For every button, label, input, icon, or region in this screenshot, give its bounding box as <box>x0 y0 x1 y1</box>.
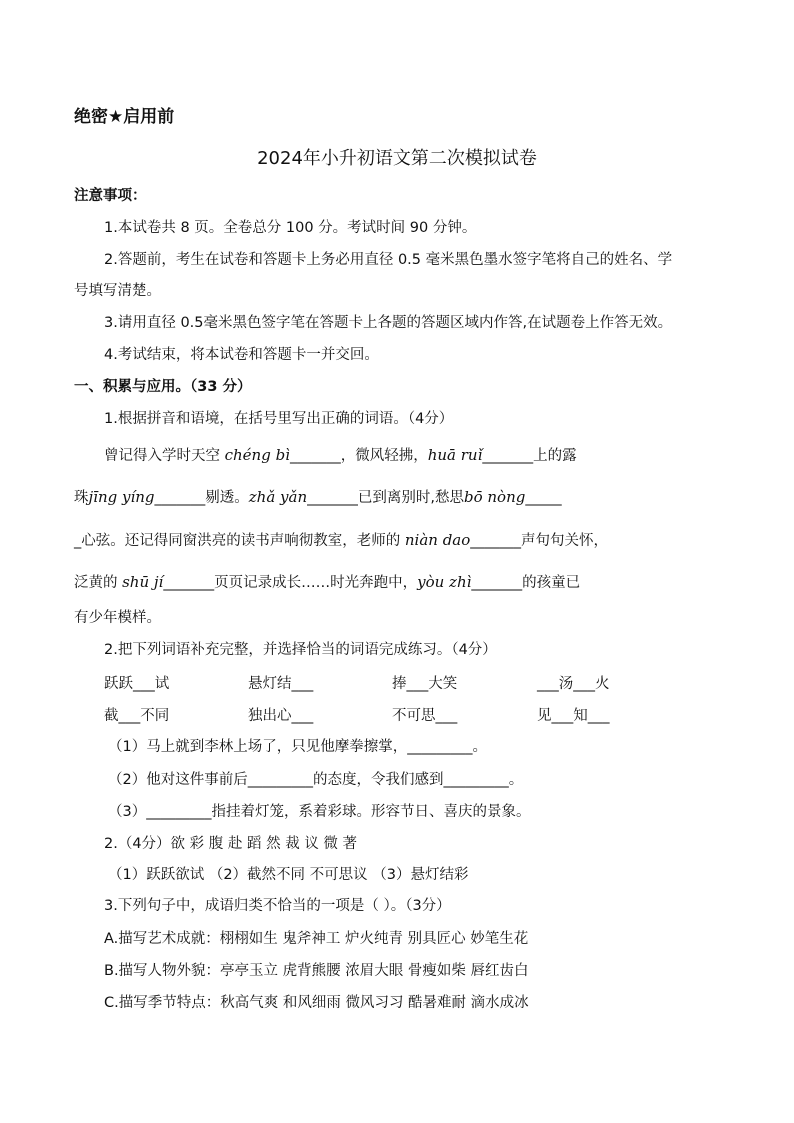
q1-line-2 <box>74 487 562 508</box>
text: _______，微风轻拂， <box>289 448 428 464</box>
q2-word: 截___不同 <box>104 708 170 724</box>
page-title: 2024年小升初语文第二次模拟试卷 <box>257 148 537 169</box>
q2-word: 独出心___ <box>248 708 314 724</box>
q2-word: 悬灯结___ <box>248 676 314 692</box>
pinyin: zhǎ yǎn <box>248 488 308 506</box>
q3-option-a: A.描写艺术成就：栩栩如生 鬼斧神工 炉火纯青 别具匠心 妙笔生花 <box>104 931 529 947</box>
pinyin: niàn dao <box>404 531 471 549</box>
answer-line-2: （1）跃跃欲试 （2）截然不同 不可思议 （3）悬灯结彩 <box>108 867 469 883</box>
q1-line-3 <box>74 530 608 551</box>
pinyin: yòu zhì <box>417 573 472 591</box>
section-heading: 一、积累与应用。（33 分） <box>74 379 252 395</box>
q3-stem: 3.下列句子中，成语归类不恰当的一项是（ ）。（3分） <box>104 898 451 914</box>
secret-label: 绝密★启用前 <box>74 107 175 127</box>
text: _______剔透。 <box>154 490 249 506</box>
text: 泛黄的 <box>74 575 123 591</box>
notes-heading: 注意事项： <box>74 188 147 204</box>
note-item-3: 3.请用直径 0.5毫米黑色签字笔在答题卡上各题的答题区域内作答,在试题卷上作答无效。 <box>104 315 673 331</box>
text: _______上的露 <box>482 448 577 464</box>
q1-line-1 <box>104 445 577 466</box>
answer-line-1: 2.（4分）欲 彩 腹 赴 蹈 然 裁 议 微 著 <box>104 836 358 852</box>
q3-option-c: C.描写季节特点：秋高气爽 和风细雨 微风习习 酷暑难耐 滴水成冰 <box>104 995 529 1011</box>
q2-sentence-2: （2）他对这件事前后_________的态度，令我们感到_________。 <box>108 772 524 788</box>
q1-line-4 <box>74 572 580 593</box>
text: _______已到离别时,愁思 <box>307 490 464 506</box>
pinyin: bō nòng <box>463 488 526 506</box>
q2-word: 见___知___ <box>537 708 610 724</box>
text: _______页页记录成长……时光奔跑中， <box>163 575 418 591</box>
q2-sentence-1: （1）马上就到李林上场了，只见他摩拳擦掌，_________。 <box>108 739 487 755</box>
q3-option-b: B.描写人物外貌：亭亭玉立 虎背熊腰 浓眉大眼 骨瘦如柴 唇红齿白 <box>104 963 529 979</box>
note-item-2-cont: 号填写清楚。 <box>74 283 161 299</box>
text: _心弦。还记得同窗洪亮的读书声响彻教室，老师的 <box>74 533 405 549</box>
pinyin: jīng yíng <box>88 488 155 506</box>
q2-stem: 2.把下列词语补充完整，并选择恰当的词语完成练习。（4分） <box>104 642 497 658</box>
q1-line-5: 有少年模样。 <box>74 610 161 626</box>
q2-sentence-3: （3）_________指挂着灯笼，系着彩球。形容节日、喜庆的景象。 <box>108 804 531 820</box>
pinyin: huā ruǐ <box>427 446 483 464</box>
q1-stem: 1.根据拼音和语境，在括号里写出正确的词语。（4分） <box>104 411 454 427</box>
q2-word: 跃跃___试 <box>104 676 170 692</box>
text: _______的孩童已 <box>471 575 581 591</box>
text: _____ <box>525 490 562 506</box>
text: _______声句句关怀， <box>470 533 609 549</box>
pinyin: chéng bì <box>224 446 290 464</box>
q2-word: 不可思___ <box>392 708 458 724</box>
q2-word: 捧___大笑 <box>392 676 458 692</box>
note-item-1: 1.本试卷共 8 页。全卷总分 100 分。考试时间 90 分钟。 <box>104 220 477 236</box>
note-item-4: 4.考试结束，将本试卷和答题卡一并交回。 <box>104 347 379 363</box>
text: 曾记得入学时天空 <box>104 448 225 464</box>
q2-word: ___汤___火 <box>537 676 610 692</box>
note-item-2: 2.答题前，考生在试卷和答题卡上务必用直径 0.5 毫米黑色墨水签字笔将自己的姓名、学 <box>104 252 673 268</box>
text: 珠 <box>74 490 89 506</box>
pinyin: shū jí <box>122 573 164 591</box>
